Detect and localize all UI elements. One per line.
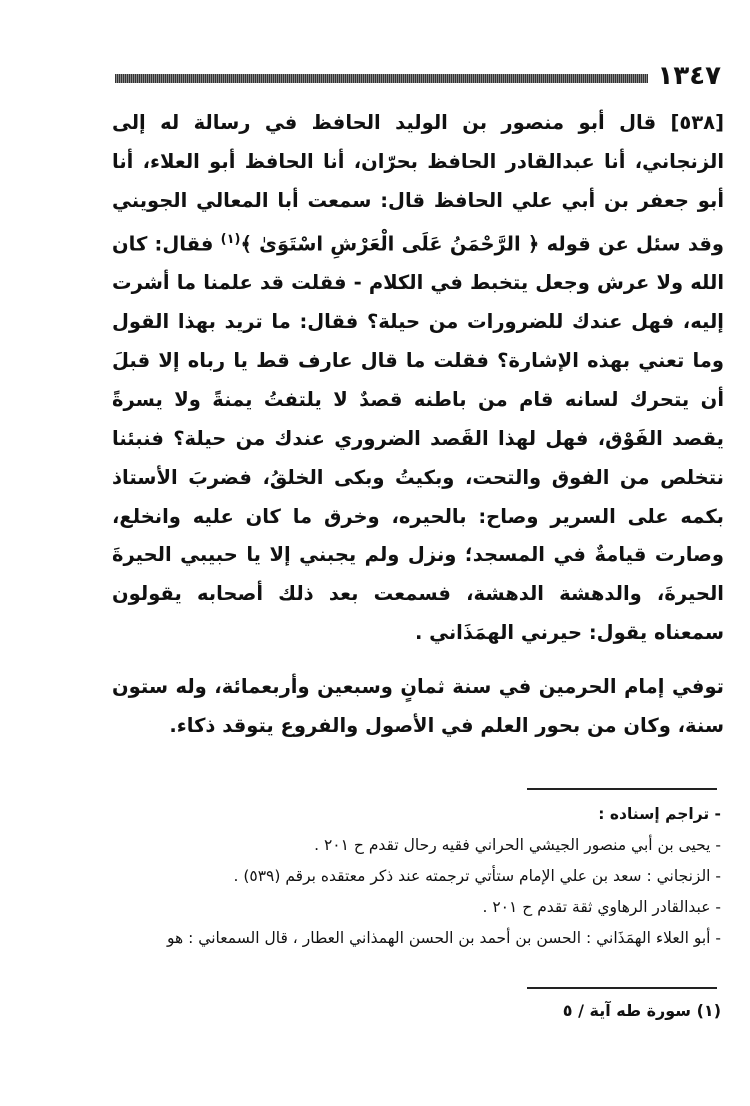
notes-title: - تراجم إسناده : bbox=[598, 805, 721, 823]
notes-separator bbox=[527, 788, 717, 790]
paragraph-538-part2: فقال: كان الله ولا عرش وجعل يتخبط في الكلام - فقلت قد علمنا ما أشرت إليه، فهل عندك للضرورات من حيلة؟ فقال: ما تريد بهذا القول وما تعني بهذه الإشارة؟ فقلت ما قال عارف قط يا رباه إلا قبلَ أن يتحرك لسانه قام من باطنه قصدٌ لا يلتفتُ يمنةً ولا يسرةً يقصد الفَوْق، فهل لهذا القَصد الضروري عندك من حيلة؟ فنبئنا نتخلص من الفوق والتحت، وبكيتُ وبكى الخلقُ، فضربَ الأستاذ بكمه على السرير وصاح: بالحيره، وخرق ما كان عليه وانخلع، وصارت قيامةٌ في المسجد؛ ونزل ولم يجبني إلا يا حبيبي الحيرةَ الحيرةَ، والدهشة الدهشة، فسمعت بعد ذلك أصحابه يقولون سمعناه يقول: حيرني الهمَذَاني . bbox=[112, 232, 724, 645]
header-rule bbox=[115, 74, 648, 83]
footnote-separator bbox=[527, 987, 717, 989]
footnote: (١) سورة طه آية / ٥ bbox=[562, 1001, 721, 1020]
notes-line: - عبدالقادر الرهاوي ثقة تقدم ح ٢٠١ . bbox=[482, 898, 721, 916]
main-text bbox=[112, 104, 724, 746]
notes-line: - يحيى بن أبي منصور الجيشي الحراني فقيه رحال تقدم ح ٢٠١ . bbox=[314, 836, 721, 854]
paragraph-death-note: توفي إمام الحرمين في سنة ثمانٍ وسبعين وأربعمائة، وله ستون سنة، وكان من بحور العلم في الأصول والفروع يتوقد ذكاء. bbox=[112, 675, 724, 738]
page-number: ١٣٤٧ bbox=[657, 61, 721, 91]
isnad-notes bbox=[115, 799, 721, 954]
paragraph-538-part1: [٥٣٨] قال أبو منصور بن الوليد الحافظ في رسالة له إلى الزنجاني، أنا عبدالقادر الحافظ بحرّان، أنا الحافظ أبو العلاء، أنا أبو جعفر بن أبي علي الحافظ قال: سمعت أبا المعالي الجويني وقد سئل عن قوله ﴿ الرَّحْمَنُ عَلَى الْعَرْشِ اسْتَوَىٰ ﴾ bbox=[112, 111, 724, 256]
footnote-reference: (١) bbox=[220, 231, 241, 247]
notes-line: - أبو العلاء الهمَذَاني : الحسن بن أحمد بن الحسن الهمذاني العطار ، قال السمعاني : هو bbox=[167, 929, 721, 947]
paragraph-538 bbox=[112, 104, 724, 653]
notes-line: - الزنجاني : سعد بن علي الإمام ستأتي ترجمته عند ذكر معتقده برقم (٥٣٩) . bbox=[233, 867, 721, 885]
page-header bbox=[115, 58, 721, 94]
